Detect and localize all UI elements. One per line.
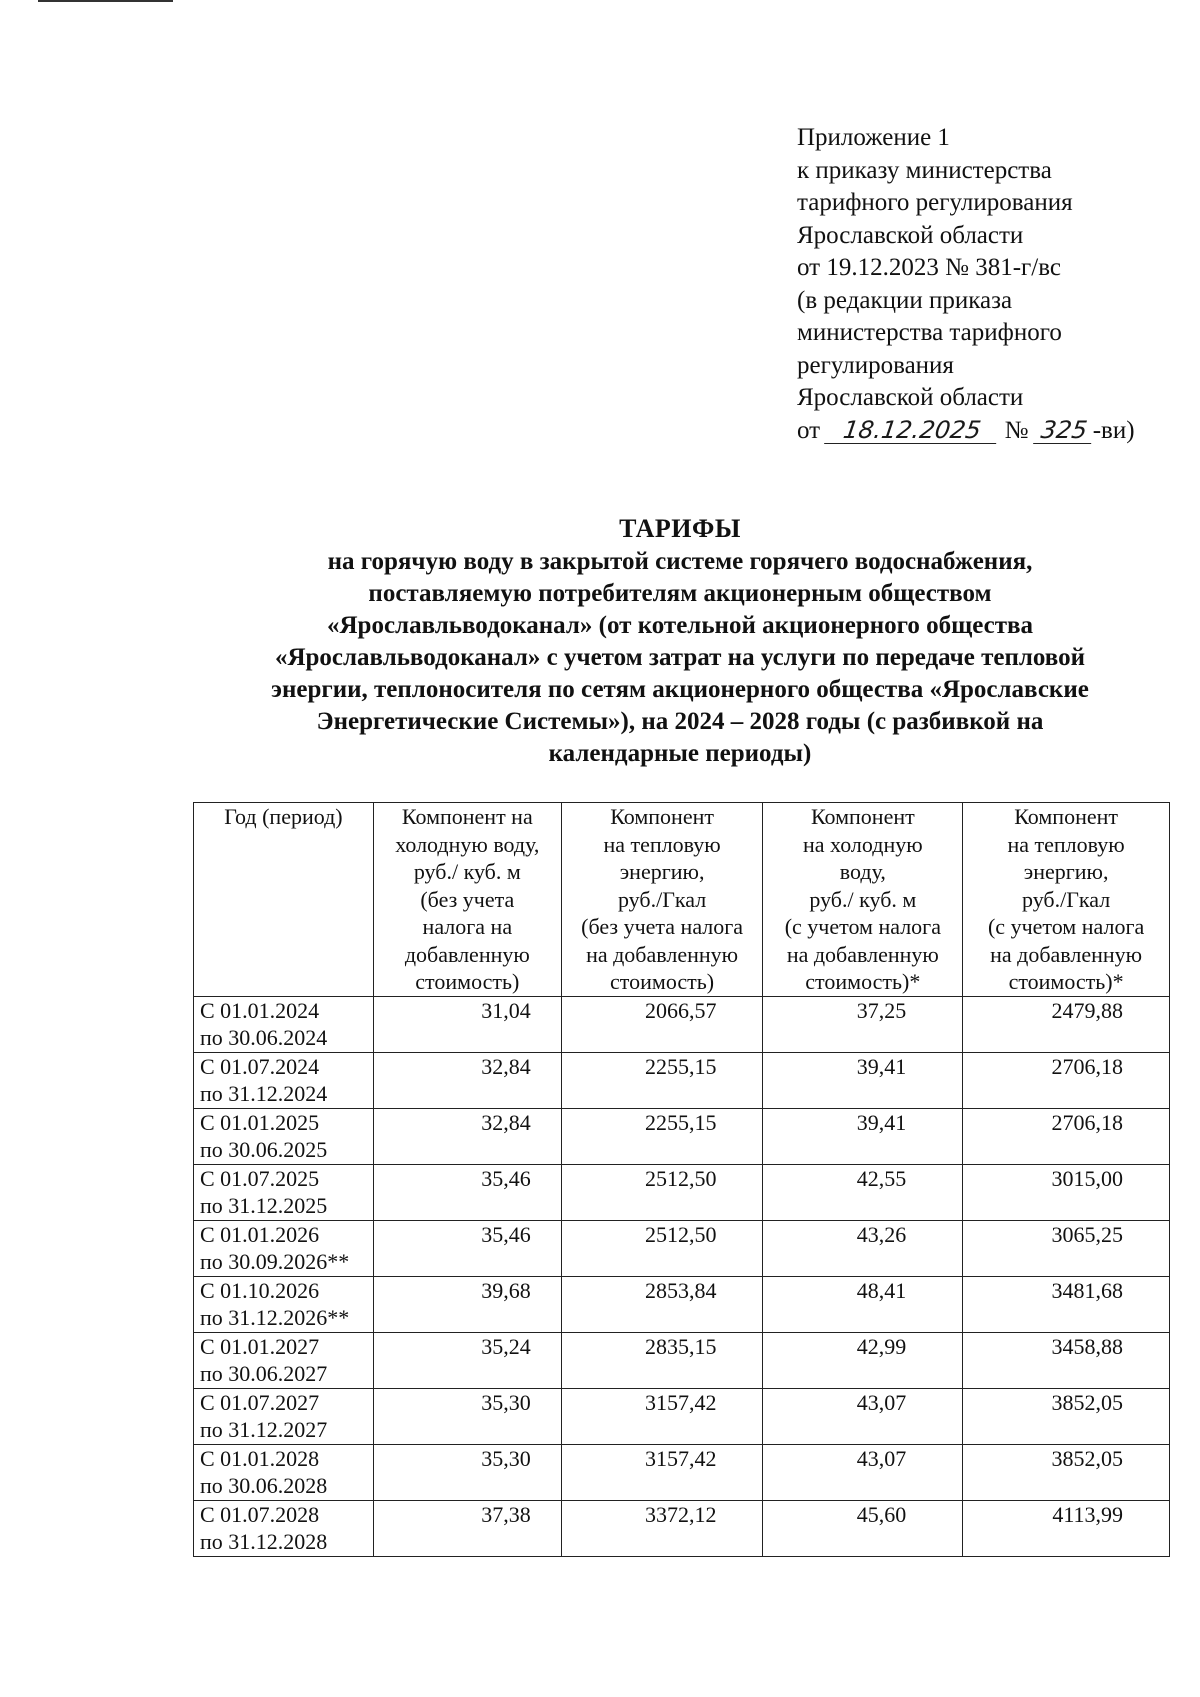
period-line: по 31.12.2028 — [200, 1529, 328, 1554]
title-block — [190, 512, 1170, 770]
value-cell: 35,24 — [373, 1332, 561, 1388]
value-cell: 3015,00 — [963, 1164, 1170, 1220]
value-cell: 3157,42 — [561, 1444, 763, 1500]
value-cell: 42,99 — [763, 1332, 963, 1388]
period-line: по 30.06.2025 — [200, 1137, 328, 1162]
value-cell: 39,41 — [763, 1052, 963, 1108]
column-header-line: налога на — [422, 914, 513, 939]
column-header-line: Год (период) — [224, 804, 343, 829]
value-cell: 4113,99 — [963, 1500, 1170, 1556]
period-cell — [194, 1164, 374, 1220]
value-cell: 3481,68 — [963, 1276, 1170, 1332]
column-header-line: руб./Гкал — [1021, 886, 1111, 912]
subtitle-line: энергии, теплоносителя по сетям акционерного общества «Ярославские — [271, 676, 1089, 703]
table-row — [194, 1164, 1170, 1220]
period-line: по 30.06.2024 — [200, 1025, 328, 1050]
value-cell: 37,25 — [763, 996, 963, 1052]
period-line: по 31.12.2027 — [200, 1417, 328, 1442]
column-header-line: руб./ куб. м — [809, 886, 917, 912]
column-header-line: добавленную — [404, 941, 530, 967]
column-header-line: Компонент — [610, 804, 714, 829]
column-header-line: стоимость)* — [1008, 969, 1124, 994]
period-cell — [194, 996, 374, 1052]
subtitle-line: календарные периоды) — [548, 740, 812, 767]
column-header-line: холодную воду, — [395, 831, 540, 857]
value-cell: 3372,12 — [561, 1500, 763, 1556]
tariff-table — [193, 802, 1170, 1557]
value-cell: 2255,15 — [561, 1108, 763, 1164]
table-row — [194, 996, 1170, 1052]
period-line: по 30.06.2027 — [200, 1361, 328, 1386]
column-header-line: (с учетом налога — [987, 914, 1145, 939]
table-row — [194, 1500, 1170, 1556]
appendix-line: от 19.12.2023 № 381-г/вс — [797, 254, 1061, 281]
period-cell — [194, 1108, 374, 1164]
period-line: С 01.01.2027 — [200, 1333, 320, 1359]
period-line: С 01.07.2027 — [200, 1389, 320, 1415]
column-header — [763, 803, 963, 997]
table-row — [194, 1388, 1170, 1444]
value-cell: 39,68 — [373, 1276, 561, 1332]
handwritten-date: 18.12.2025 — [824, 417, 1000, 444]
period-line: С 01.01.2028 — [200, 1445, 320, 1471]
column-header-line: на холодную — [803, 831, 923, 857]
value-cell: 42,55 — [763, 1164, 963, 1220]
subtitle-line: «Ярославльводоканал» (от котельной акционерного общества — [326, 612, 1034, 639]
subtitle-line: на горячую воду в закрытой системе горячего водоснабжения, — [327, 548, 1033, 575]
subtitle-line: Энергетические Системы»), на 2024 – 2028 годы (с разбивкой на — [316, 708, 1044, 735]
subtitle-line: «Ярославльводоканал» с учетом затрат на услуги по передаче тепловой — [274, 644, 1086, 671]
value-cell: 3458,88 — [963, 1332, 1170, 1388]
period-line: С 01.01.2025 — [200, 1109, 320, 1135]
value-cell: 3852,05 — [963, 1444, 1170, 1500]
subtitle-line: поставляемую потребителям акционерным обществом — [368, 580, 992, 607]
appendix-line: министерства тарифного — [797, 319, 1062, 346]
period-cell — [194, 1500, 374, 1556]
column-header — [373, 803, 561, 997]
period-cell — [194, 1388, 374, 1444]
column-header-line: стоимость)* — [805, 969, 921, 994]
value-cell: 35,46 — [373, 1164, 561, 1220]
column-header — [194, 803, 374, 997]
period-cell — [194, 1220, 374, 1276]
value-cell: 2706,18 — [963, 1052, 1170, 1108]
appendix-line: (в редакции приказа — [797, 286, 1013, 314]
number-sign: № — [1004, 416, 1029, 444]
appendix-line: Приложение 1 — [797, 124, 950, 151]
amendment-suffix: -ви) — [1092, 416, 1135, 444]
table-body — [194, 996, 1170, 1556]
column-header-line: на добавленную — [786, 941, 939, 967]
value-cell: 2706,18 — [963, 1108, 1170, 1164]
table-row — [194, 1108, 1170, 1164]
column-header-line: руб./Гкал — [617, 886, 707, 912]
value-cell: 35,30 — [373, 1388, 561, 1444]
period-line: С 01.10.2026 — [200, 1277, 320, 1303]
appendix-line: к приказу министерства — [797, 156, 1052, 184]
document-title: ТАРИФЫ — [619, 514, 741, 543]
column-header-line: стоимость) — [610, 969, 715, 994]
period-line: по 31.12.2024 — [200, 1081, 328, 1106]
column-header-line: энергию, — [619, 859, 705, 884]
value-cell: 2066,57 — [561, 996, 763, 1052]
column-header-line: (без учета налога — [581, 914, 744, 939]
table-row — [194, 1220, 1170, 1276]
value-cell: 32,84 — [373, 1052, 561, 1108]
value-cell: 35,30 — [373, 1444, 561, 1500]
scan-edge-mark — [38, 0, 173, 2]
column-header-line: на добавленную — [990, 941, 1143, 967]
period-line: по 31.12.2025 — [200, 1193, 328, 1218]
value-cell: 32,84 — [373, 1108, 561, 1164]
period-line: С 01.07.2028 — [200, 1501, 320, 1527]
value-cell: 2512,50 — [561, 1164, 763, 1220]
value-cell: 43,07 — [763, 1388, 963, 1444]
column-header-line: Компонент — [810, 804, 915, 829]
period-cell — [194, 1052, 374, 1108]
table-row — [194, 1052, 1170, 1108]
value-cell: 2512,50 — [561, 1220, 763, 1276]
value-cell: 3157,42 — [561, 1388, 763, 1444]
amendment-prefix: от — [797, 416, 821, 444]
table-row — [194, 1332, 1170, 1388]
column-header-line: на тепловую — [1007, 831, 1125, 857]
appendix-line: тарифного регулирования — [797, 189, 1073, 216]
period-line: по 30.06.2028 — [200, 1473, 328, 1498]
period-cell — [194, 1444, 374, 1500]
column-header-line: на тепловую — [603, 831, 721, 857]
table-row — [194, 1276, 1170, 1332]
appendix-reference — [797, 122, 1157, 447]
appendix-line: Ярославской области — [797, 384, 1024, 411]
period-line: С 01.01.2024 — [200, 997, 320, 1023]
period-cell — [194, 1276, 374, 1332]
column-header-line: руб./ куб. м — [413, 859, 521, 884]
document-subtitle — [190, 546, 1170, 770]
column-header-line: Компонент — [1014, 804, 1118, 829]
column-header-line: (с учетом налога — [784, 914, 941, 939]
period-line: по 30.09.2026** — [200, 1249, 350, 1274]
value-cell: 43,07 — [763, 1444, 963, 1500]
table-header-row — [194, 803, 1170, 997]
value-cell: 43,26 — [763, 1220, 963, 1276]
column-header-line: (без учета — [420, 886, 515, 912]
appendix-amendment-line — [797, 415, 1157, 448]
value-cell: 45,60 — [763, 1500, 963, 1556]
value-cell: 37,38 — [373, 1500, 561, 1556]
period-cell — [194, 1332, 374, 1388]
column-header-line: на добавленную — [586, 941, 739, 967]
handwritten-number: 325 — [1033, 417, 1095, 444]
table-row — [194, 1444, 1170, 1500]
value-cell: 31,04 — [373, 996, 561, 1052]
value-cell: 48,41 — [763, 1276, 963, 1332]
period-line: С 01.01.2026 — [200, 1221, 320, 1247]
period-line: С 01.07.2024 — [200, 1053, 320, 1079]
value-cell: 3852,05 — [963, 1388, 1170, 1444]
appendix-line: Ярославской области — [797, 221, 1024, 249]
value-cell: 2255,15 — [561, 1052, 763, 1108]
value-cell: 2479,88 — [963, 996, 1170, 1052]
value-cell: 2853,84 — [561, 1276, 763, 1332]
column-header-line: стоимость) — [415, 969, 520, 994]
value-cell: 2835,15 — [561, 1332, 763, 1388]
column-header — [561, 803, 763, 997]
appendix-line: регулирования — [797, 351, 954, 379]
value-cell: 35,46 — [373, 1220, 561, 1276]
value-cell: 39,41 — [763, 1108, 963, 1164]
column-header — [963, 803, 1170, 997]
period-line: С 01.07.2025 — [200, 1165, 320, 1191]
period-line: по 31.12.2026** — [200, 1305, 350, 1330]
value-cell: 3065,25 — [963, 1220, 1170, 1276]
column-header-line: воду, — [839, 859, 886, 884]
column-header-line: Компонент на — [401, 804, 533, 829]
column-header-line: энергию, — [1023, 859, 1109, 884]
